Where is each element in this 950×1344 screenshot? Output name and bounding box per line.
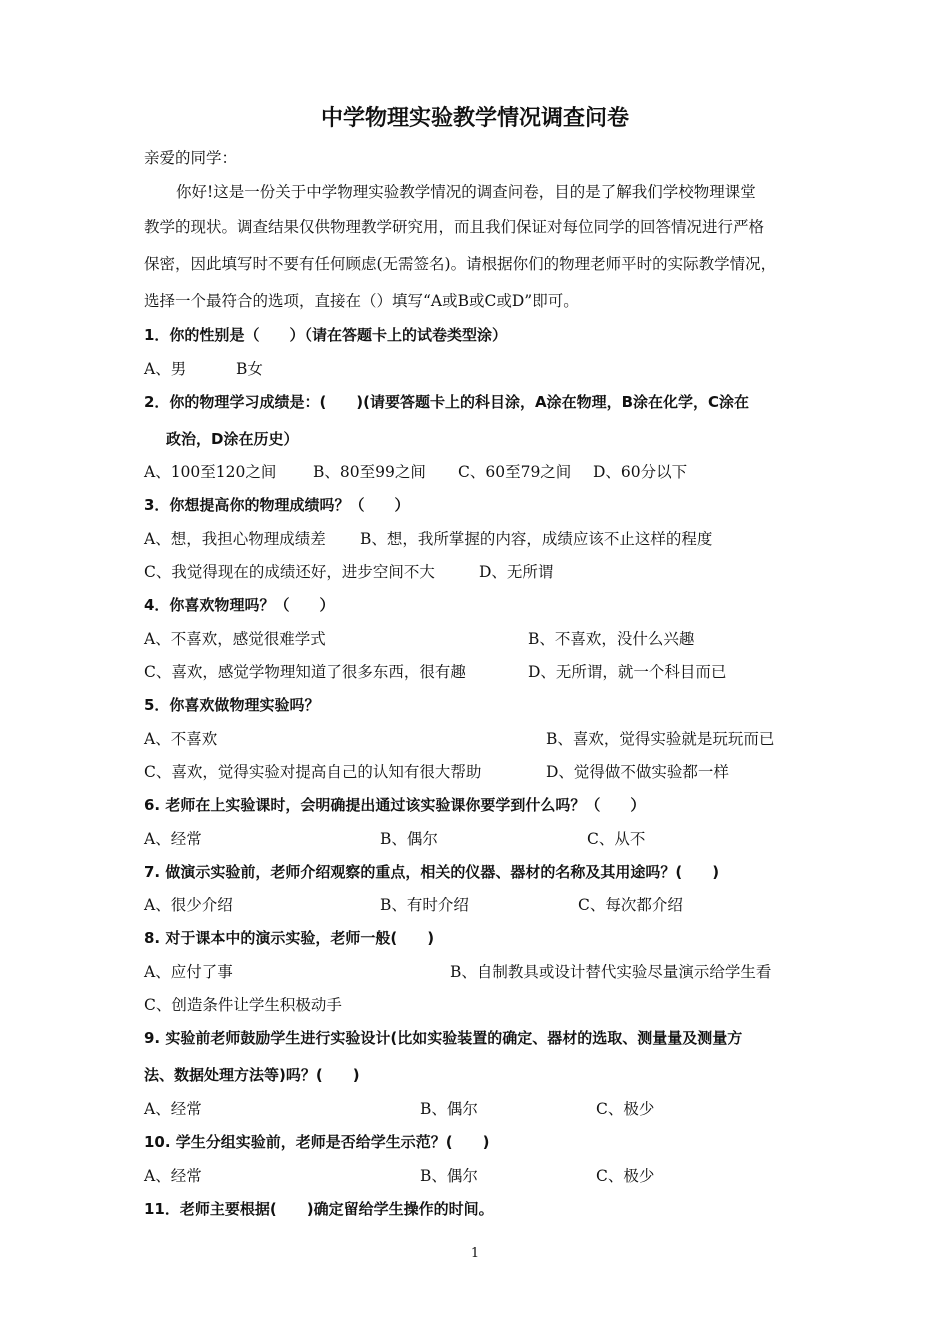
q2-option-c: C、60至79之间 [458, 463, 572, 481]
q5-option-b: B、喜欢，觉得实验就是玩玩而已 [546, 730, 775, 748]
q6-option-c: C、从不 [587, 830, 646, 848]
q9-option-c: C、极少 [596, 1100, 655, 1118]
question-9: 9. 实验前老师鼓励学生进行实验设计(比如实验装置的确定、器材的选取、测量量及测量方 [144, 1029, 743, 1047]
q6-option-b: B、偶尔 [380, 830, 438, 848]
q10-option-a: A、经常 [144, 1167, 202, 1185]
question-8: 8. 对于课本中的演示实验，老师一般( ) [144, 929, 435, 947]
q5-option-c: C、喜欢，觉得实验对提高自己的认知有很大帮助 [144, 763, 482, 781]
q4-option-a: A、不喜欢，感觉很难学式 [144, 630, 326, 648]
q9-option-b: B、偶尔 [420, 1100, 478, 1118]
q6-option-a: A、经常 [144, 830, 202, 848]
q9-option-a: A、经常 [144, 1100, 202, 1118]
intro-line-1: 你好!这是一份关于中学物理实验教学情况的调查问卷，目的是了解我们学校物理课堂 [176, 183, 756, 201]
q2-option-b: B、80至99之间 [313, 463, 426, 481]
q2-option-d: D、60分以下 [593, 463, 688, 481]
question-5: 5．你喜欢做物理实验吗？ [144, 696, 320, 714]
q2-option-a: A、100至120之间 [144, 463, 277, 481]
q4-option-c: C、喜欢，感觉学物理知道了很多东西，很有趣 [144, 663, 466, 681]
greeting: 亲爱的同学： [144, 149, 238, 167]
page-title: 中学物理实验教学情况调查问卷 [320, 106, 629, 131]
intro-line-4: 选择一个最符合的选项，直接在（）填写“A或B或C或D”即可。 [144, 292, 579, 310]
question-7: 7. 做演示实验前，老师介绍观察的重点，相关的仪器、器材的名称及其用途吗？( ) [144, 863, 720, 881]
q8-option-a: A、应付了事 [144, 963, 233, 981]
question-10: 10. 学生分组实验前，老师是否给学生示范？( ) [144, 1133, 490, 1151]
q7-option-c: C、每次都介绍 [578, 896, 683, 914]
page-number: 1 [470, 1246, 480, 1261]
q7-option-b: B、有时介绍 [380, 896, 469, 914]
q3-option-b: B、想，我所掌握的内容，成绩应该不止这样的程度 [360, 530, 713, 548]
q5-option-d: D、觉得做不做实验都一样 [546, 763, 729, 781]
q1-option-b: B女 [236, 360, 263, 378]
question-11: 11．老师主要根据( )确定留给学生操作的时间。 [144, 1200, 494, 1218]
question-9-continued: 法、数据处理方法等)吗？( ) [144, 1066, 360, 1084]
q10-option-b: B、偶尔 [420, 1167, 478, 1185]
q7-option-a: A、很少介绍 [144, 896, 233, 914]
question-4: 4．你喜欢物理吗？（ ） [144, 596, 335, 614]
q3-option-d: D、无所谓 [479, 563, 554, 581]
q8-option-c: C、创造条件让学生积极动手 [144, 996, 342, 1014]
q3-option-c: C、我觉得现在的成绩还好，进步空间不大 [144, 563, 435, 581]
intro-line-3: 保密，因此填写时不要有任何顾虑(无需签名)。请根据你们的物理老师平时的实际教学情况， [144, 255, 777, 273]
intro-line-2: 教学的现状。调查结果仅供物理教学研究用，而且我们保证对每位同学的回答情况进行严格 [144, 218, 765, 236]
q10-option-c: C、极少 [596, 1167, 655, 1185]
question-2-continued: 政治，D涂在历史） [166, 430, 299, 448]
question-2: 2．你的物理学习成绩是：( )(请要答题卡上的科目涂，A涂在物理，B涂在化学，C涂在 [144, 393, 750, 411]
question-1: 1．你的性别是（ ）（请在答题卡上的试卷类型涂） [144, 326, 507, 344]
q3-option-a: A、想，我担心物理成绩差 [144, 530, 326, 548]
q8-option-b: B、自制教具或设计替代实验尽量演示给学生看 [450, 963, 772, 981]
question-6: 6. 老师在上实验课时，会明确提出通过该实验课你要学到什么吗？（ ） [144, 796, 646, 814]
q4-option-d: D、无所谓，就一个科目而已 [528, 663, 727, 681]
q1-option-a: A、男 [144, 360, 187, 378]
question-3: 3．你想提高你的物理成绩吗？（ ） [144, 496, 410, 514]
q5-option-a: A、不喜欢 [144, 730, 218, 748]
q4-option-b: B、不喜欢，没什么兴趣 [528, 630, 695, 648]
